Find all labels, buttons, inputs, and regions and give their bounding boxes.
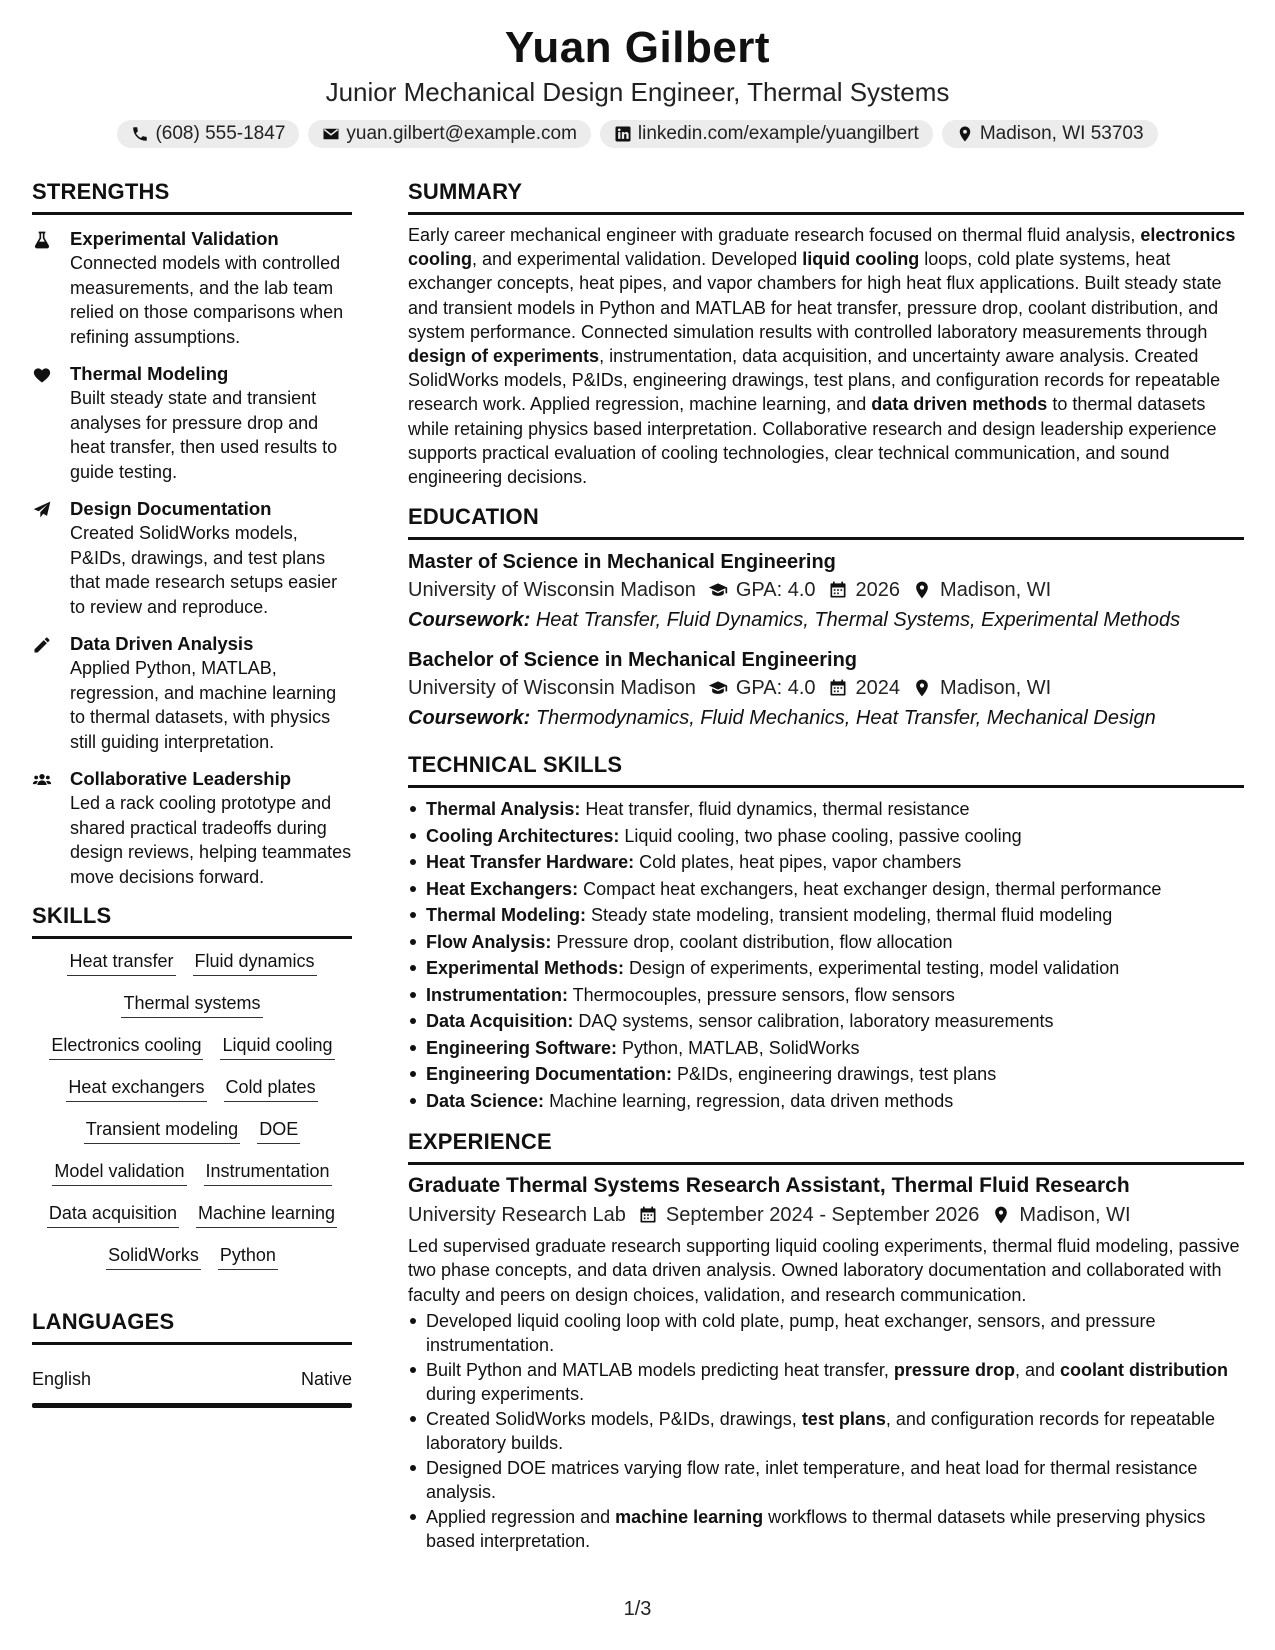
emphasized-text: electronics cooling [408, 225, 1236, 270]
skill-tag-row [32, 1033, 352, 1060]
school-location: Madison, WI [940, 579, 1052, 602]
coursework-label: Coursework: [408, 609, 531, 632]
education-section [408, 503, 1244, 733]
school-location: Madison, WI [940, 677, 1052, 700]
skill-tag-row [32, 1117, 352, 1144]
skill-tag: Data acquisition [47, 1201, 179, 1228]
skill-tag: Fluid dynamics [193, 949, 317, 976]
right-column [408, 178, 1244, 1554]
skill-tag: SolidWorks [106, 1243, 201, 1270]
emphasized-text: pressure drop [893, 1359, 1015, 1380]
skill-tag: Transient modeling [84, 1117, 240, 1144]
skill-category: Data Science: [426, 1090, 545, 1111]
strength-description: Led a rack cooling prototype and shared practical tradeoffs during design reviews, helping teammates move decisions forward. [70, 793, 352, 887]
text-run: , instrumentation, data acquisition, and uncertainty aware analysis. Created SolidWorks models, P&IDs, engineering drawings, test plans, and configuration records for repeatable research work. Applied regression, machine learning, and [408, 346, 1221, 415]
skill-tag: Model validation [52, 1159, 186, 1186]
phone-icon [131, 125, 149, 143]
gpa-value: GPA: 4.0 [735, 677, 816, 700]
linkedin-icon [614, 125, 632, 143]
users-icon [32, 770, 52, 790]
location-pin-icon [912, 678, 932, 698]
emphasized-text: data driven methods [871, 394, 1048, 415]
experience-bullet [408, 1309, 1244, 1357]
graduation-cap-icon [708, 678, 728, 698]
text-run: loops, cold plate systems, heat exchanger concepts, heat pipes, and vapor chambers for high heat flux applications. Built steady state and transient models in Python and MATLAB for heat transfer, pressure drop, coolant distribution, and system performance. Connected simulation results with controlled laboratory measurements through [408, 249, 1222, 342]
paper-plane-icon [32, 500, 52, 520]
coursework-list: Heat Transfer, Fluid Dynamics, Thermal Systems, Experimental Methods [535, 609, 1181, 632]
summary-paragraph [408, 223, 1244, 489]
skill-values: Compact heat exchangers, heat exchanger design, thermal performance [578, 878, 1162, 899]
skill-values: Design of experiments, experimental testing, model validation [624, 958, 1120, 979]
strength-description: Connected models with controlled measurements, and the lab team relied on those comparisons when refining assumptions. [70, 253, 344, 347]
skill-tag-row [32, 991, 352, 1018]
coursework [408, 605, 1244, 635]
technical-skill-item [408, 1008, 1244, 1035]
strength-item [32, 767, 352, 889]
school-name: University of Wisconsin Madison [408, 677, 696, 700]
section-heading: SUMMARY [408, 179, 523, 204]
skill-values: Cold plates, heat pipes, vapor chambers [634, 852, 962, 873]
strength-name: Thermal Modeling [70, 363, 229, 384]
contact-text: (608) 555-1847 [155, 123, 286, 144]
left-column [32, 178, 352, 1408]
resume-header [0, 22, 1275, 148]
education-entry [408, 549, 1244, 635]
flask-icon [32, 230, 52, 250]
contact-linkedin[interactable] [600, 120, 933, 148]
skill-category: Thermal Analysis: [426, 799, 581, 820]
skill-tag-row [32, 1243, 352, 1270]
education-entry [408, 647, 1244, 733]
text-run: Applied regression and [426, 1506, 616, 1527]
graduation-year: 2024 [855, 677, 901, 700]
section-heading: EXPERIENCE [408, 1129, 552, 1155]
text-run: , and experimental validation. Developed [472, 249, 803, 270]
job-summary: Led supervised graduate research supporting liquid cooling experiments, thermal fluid modeling, passive two phase concepts, and data driven analysis. Owned laboratory documentation and collaborated with faculty and peers on design choices, validation, and research communication. [408, 1236, 1240, 1305]
skill-tag: Machine learning [196, 1201, 337, 1228]
contact-phone[interactable] [117, 120, 299, 148]
skill-values: Thermocouples, pressure sensors, flow sensors [568, 984, 955, 1005]
skill-category: Cooling Architectures: [426, 825, 620, 846]
skill-tag: Python [218, 1243, 278, 1270]
strength-description: Created SolidWorks models, P&IDs, drawings, and test plans that made research setups easier to review and reproduce. [70, 523, 338, 617]
text-run: Developed liquid cooling loop with cold plate, pump, heat exchanger, sensors, and pressure instrumentation. [426, 1310, 1156, 1355]
strength-item [32, 362, 352, 484]
skill-tag-row [32, 949, 352, 976]
skill-category: Experimental Methods: [426, 958, 625, 979]
emphasized-text: design of experiments [408, 346, 600, 367]
pencil-icon [32, 635, 52, 655]
technical-skills-list [408, 796, 1244, 1114]
location-pin-icon [991, 1205, 1011, 1225]
calendar-icon [638, 1205, 658, 1225]
strength-description: Applied Python, MATLAB, regression, and machine learning to thermal datasets, with physics still guiding interpretation. [70, 658, 337, 752]
skill-tag: DOE [257, 1117, 300, 1144]
skill-values: Liquid cooling, two phase cooling, passive cooling [619, 825, 1022, 846]
contact-email[interactable] [308, 120, 591, 148]
languages-section [32, 1308, 352, 1408]
skill-category: Heat Exchangers: [426, 878, 579, 899]
section-divider [408, 212, 1244, 215]
contact-bar [0, 120, 1275, 148]
technical-skill-item [408, 982, 1244, 1009]
skill-values: Steady state modeling, transient modeling, thermal fluid modeling [586, 905, 1113, 926]
job-title: Graduate Thermal Systems Research Assistant, Thermal Fluid Research [408, 1174, 1130, 1198]
skill-tag: Liquid cooling [220, 1033, 334, 1060]
text-run: Created SolidWorks models, P&IDs, drawings, [426, 1408, 802, 1429]
skill-tag: Instrumentation [204, 1159, 332, 1186]
contact-text: linkedin.com/example/yuangilbert [637, 123, 919, 144]
technical-skill-item [408, 849, 1244, 876]
strength-item [32, 497, 352, 619]
text-run: Early career mechanical engineer with graduate research focused on thermal fluid analysis, [408, 225, 1141, 245]
degree-name: Bachelor of Science in Mechanical Engineering [408, 649, 858, 672]
technical-skill-item [408, 1035, 1244, 1062]
contact-text: yuan.gilbert@example.com [346, 123, 577, 144]
technical-skill-item [408, 929, 1244, 956]
degree-name: Master of Science in Mechanical Engineering [408, 551, 836, 574]
text-run: during experiments. [426, 1383, 585, 1404]
experience-bullet [408, 1505, 1244, 1553]
skill-tag-row [32, 1159, 352, 1186]
technical-skill-item [408, 1061, 1244, 1088]
section-divider [32, 936, 352, 939]
skill-tag: Thermal systems [121, 991, 262, 1018]
skill-tag: Heat transfer [67, 949, 175, 976]
skill-category: Instrumentation: [426, 984, 568, 1005]
skill-values: Python, MATLAB, SolidWorks [617, 1037, 860, 1058]
skill-category: Flow Analysis: [426, 931, 552, 952]
strength-name: Data Driven Analysis [70, 633, 254, 654]
emphasized-text: machine learning [615, 1506, 764, 1527]
skill-tag-row [32, 1201, 352, 1228]
emphasized-text: test plans [801, 1408, 886, 1429]
strengths-section [32, 178, 352, 889]
skill-category: Data Acquisition: [426, 1011, 574, 1032]
language-item [32, 1367, 352, 1391]
technical-skill-item [408, 955, 1244, 982]
experience-bullet [408, 1456, 1244, 1504]
technical-skill-item [408, 823, 1244, 850]
section-heading: TECHNICAL SKILLS [408, 752, 623, 778]
strength-name: Collaborative Leadership [70, 768, 292, 789]
gpa-value: GPA: 4.0 [735, 579, 816, 602]
text-run: Designed DOE matrices varying flow rate, inlet temperature, and heat load for thermal resistance analysis. [426, 1457, 1198, 1502]
heart-icon [32, 365, 52, 385]
contact-text: Madison, WI 53703 [979, 123, 1144, 144]
candidate-name: Yuan Gilbert [504, 23, 771, 72]
page-number: 1/3 [623, 1598, 652, 1620]
section-divider [408, 785, 1244, 788]
language-name: English [32, 1369, 92, 1389]
technical-skill-item [408, 1088, 1244, 1115]
strength-name: Design Documentation [70, 498, 272, 519]
strength-item [32, 227, 352, 349]
job-bullets [408, 1309, 1244, 1553]
strength-item [32, 632, 352, 754]
skills-tag-cloud [32, 949, 352, 1270]
skill-values: Heat transfer, fluid dynamics, thermal resistance [580, 799, 970, 820]
strength-description: Built steady state and transient analyses for pressure drop and heat transfer, then used results to guide testing. [70, 388, 338, 482]
coursework-label: Coursework: [408, 707, 531, 730]
text-run: to thermal datasets while retaining physics based interpretation. Collaborative research and design leadership experience supports practical evaluation of cooling technologies, clear technical communication, and sound engineering decisions. [408, 394, 1217, 488]
graduation-year: 2026 [855, 579, 901, 602]
emphasized-text: coolant distribution [1060, 1359, 1229, 1380]
section-divider [32, 212, 352, 215]
summary-section [408, 178, 1244, 489]
text-run: , and [1014, 1359, 1061, 1380]
skill-values: DAQ systems, sensor calibration, laboratory measurements [573, 1011, 1054, 1032]
envelope-icon [322, 125, 340, 143]
language-level: Native [300, 1369, 352, 1389]
calendar-icon [828, 580, 848, 600]
skill-values: Machine learning, regression, data driven methods [544, 1090, 954, 1111]
section-heading: STRENGTHS [32, 179, 170, 204]
school-name: University of Wisconsin Madison [408, 579, 696, 602]
section-divider [32, 1342, 352, 1345]
skills-section [32, 902, 352, 1270]
skill-category: Engineering Documentation: [426, 1064, 673, 1085]
experience-section [408, 1128, 1244, 1553]
strength-name: Experimental Validation [70, 228, 279, 249]
job-location: Madison, WI [1019, 1204, 1131, 1227]
location-pin-icon [956, 125, 974, 143]
graduation-cap-icon [708, 580, 728, 600]
skill-category: Heat Transfer Hardware: [426, 852, 635, 873]
skill-category: Thermal Modeling: [426, 905, 587, 926]
text-run: workflows to thermal datasets while preserving physics based interpretation. [426, 1506, 1206, 1551]
coursework [408, 703, 1244, 733]
contact-location [942, 120, 1158, 148]
text-run: , and configuration records for repeatable laboratory builds. [426, 1408, 1216, 1453]
section-divider [408, 537, 1244, 540]
technical-skill-item [408, 902, 1244, 929]
technical-skills-section [408, 751, 1244, 1114]
technical-skill-item [408, 796, 1244, 823]
skill-tag: Electronics cooling [49, 1033, 203, 1060]
section-heading: EDUCATION [408, 504, 539, 530]
text-run: Built Python and MATLAB models predicting heat transfer, [426, 1359, 894, 1380]
skill-tag: Cold plates [224, 1075, 318, 1102]
skill-values: Pressure drop, coolant distribution, flow allocation [551, 931, 953, 952]
job-organization: University Research Lab [408, 1204, 626, 1227]
technical-skill-item [408, 876, 1244, 903]
section-heading: LANGUAGES [32, 1309, 175, 1334]
section-divider [408, 1162, 1244, 1165]
location-pin-icon [912, 580, 932, 600]
language-proficiency-bar [32, 1403, 352, 1408]
calendar-icon [828, 678, 848, 698]
emphasized-text: liquid cooling [802, 249, 920, 270]
experience-bullet [408, 1407, 1244, 1455]
skill-values: P&IDs, engineering drawings, test plans [672, 1064, 997, 1085]
skill-tag: Heat exchangers [66, 1075, 206, 1102]
coursework-list: Thermodynamics, Fluid Mechanics, Heat Transfer, Mechanical Design [535, 707, 1156, 730]
skill-tag-row [32, 1075, 352, 1102]
candidate-title: Junior Mechanical Design Engineer, Thermal Systems [325, 77, 950, 107]
job-dates: September 2024 - September 2026 [665, 1204, 980, 1227]
section-heading: SKILLS [32, 903, 112, 928]
experience-bullet [408, 1358, 1244, 1406]
skill-category: Engineering Software: [426, 1037, 618, 1058]
